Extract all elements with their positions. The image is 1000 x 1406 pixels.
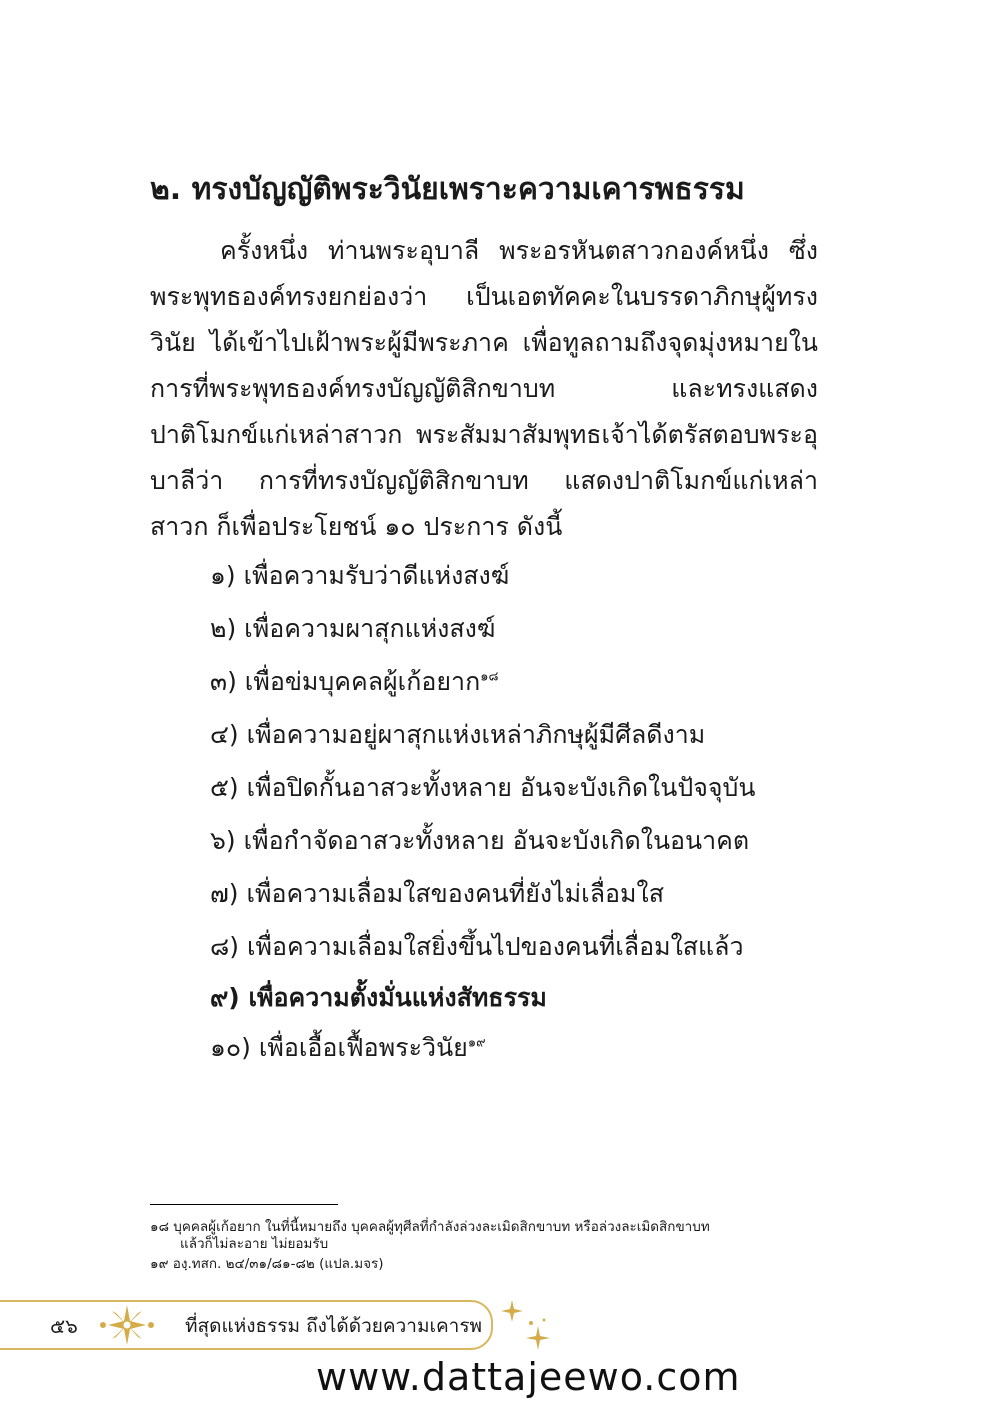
list-item: ๓) เพื่อข่มบุคคลผู้เก้อยาก$^{๑๘}$ xyxy=(210,667,499,696)
footnote-18: ๑๘ บุคคลผู้เก้อยาก ในที่นี้หมายถึง บุคคลผู้ทุศีลที่กำลังล่วงละเมิดสิกขาบท หรือล่วงละเมิดสิกขาบท xyxy=(150,1219,710,1235)
list-item: ๙) เพื่อความตั้งมั่นแห่งสัทธรรม xyxy=(210,983,547,1012)
list-item: ๑) เพื่อความรับว่าดีแห่งสงฆ์ xyxy=(210,561,510,590)
list-item: ๕) เพื่อปิดกั้นอาสวะทั้งหลาย อันจะบังเกิดในปัจจุบัน xyxy=(210,773,756,802)
footnote-18-continued: แล้วก็ไม่ละอาย ไม่ยอมรับ xyxy=(180,1236,329,1252)
footnote-divider xyxy=(150,1204,338,1205)
star-ornament-icon xyxy=(100,1303,154,1347)
list-item: ๒) เพื่อความผาสุกแห่งสงฆ์ xyxy=(210,614,496,643)
list-item: ๘) เพื่อความเลื่อมใสยิ่งขึ้นไปของคนที่เลื่อมใสแล้ว xyxy=(210,932,744,961)
list-item: ๔) เพื่อความอยู่ผาสุกแห่งเหล่าภิกษุผู้มีศีลดีงาม xyxy=(210,720,706,749)
paragraph-text: ครั้งหนึ่ง ท่านพระอุบาลี พระอรหันตสาวกองค์หนึ่ง ซึ่งพระพุทธองค์ทรงยกย่องว่า เป็นเอตทัคคะในบรรดาภิกษุผู้ทรงวินัย ได้เข้าไปเฝ้าพระผู้มีพระภาค เพื่อทูลถามถึงจุดมุ่งหมายในการที่พระพุทธองค์ทรงบัญญัติสิกขาบท และทรงแสดงปาติโมกข์แก่เหล่าสาวก พระสัมมาสัมพุทธเจ้าได้ตรัสตอบพระอุบาลีว่า การที่ทรงบัญญัติสิกขาบท แสดงปาติโมกข์แก่เหล่าสาวก ก็เพื่อประโยชน์ ๑๐ ประการ ดังนี้ xyxy=(150,236,818,541)
sparkle-ornament-icon xyxy=(498,1298,556,1354)
website-url[interactable]: www.dattajeewo.com xyxy=(316,1355,741,1399)
list-item: ๑๐) เพื่อเอื้อเฟื้อพระวินัย$^{๑๙}$ xyxy=(210,1033,486,1062)
page-number: ๕๖ xyxy=(50,1314,78,1338)
footer-title: ที่สุดแห่งธรรม ถึงได้ด้วยความเคารพ xyxy=(185,1315,483,1337)
list-item: ๖) เพื่อกำจัดอาสวะทั้งหลาย อันจะบังเกิดในอนาคต xyxy=(210,826,750,855)
footnote-19: ๑๙ องฺ.ทสก. ๒๔/๓๑/๘๑-๘๒ (แปล.มจร) xyxy=(150,1256,384,1272)
section-heading: ๒. ทรงบัญญัติพระวินัยเพราะความเคารพธรรม xyxy=(150,172,745,207)
body-paragraph xyxy=(150,228,818,550)
footnote-ref-18[interactable]: ๑๘ xyxy=(480,669,499,685)
list-item: ๗) เพื่อความเลื่อมใสของคนที่ยังไม่เลื่อมใส xyxy=(210,879,664,908)
footnote-ref-19[interactable]: ๑๙ xyxy=(467,1035,486,1051)
